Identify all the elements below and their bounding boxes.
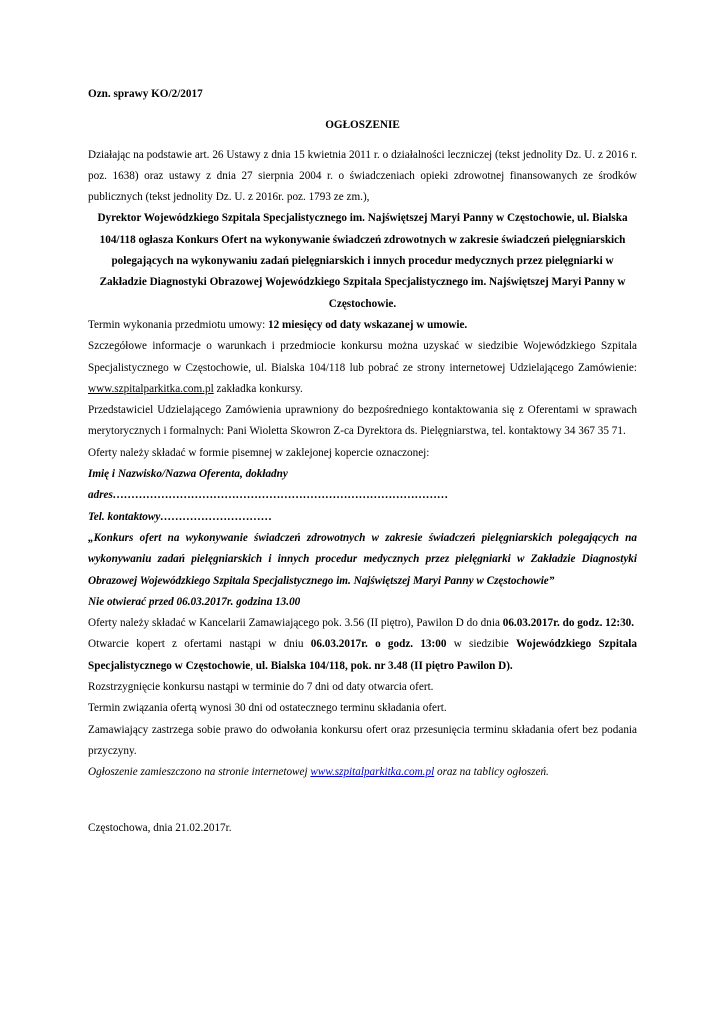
reservation-paragraph: Zamawiający zastrzega sobie prawo do odwołania konkursu ofert oraz przesunięcia terminu składania ofert bez podania przyczyny. [88,723,637,757]
document-title: OGŁOSZENIE [325,119,400,132]
posted-text-2: oraz na tablicy ogłoszeń. [434,766,549,779]
posted-paragraph [88,762,637,783]
resolution-paragraph: Rozstrzygnięcie konkursu nastąpi w terminie do 7 dni od daty otwarcia ofert. [88,681,434,694]
term-label: Termin wykonania przedmiotu umowy: [88,318,266,331]
announcement-paragraph: Dyrektor Wojewódzkiego Szpitala Specjalistycznego im. Najświętszej Maryi Panny w Częstochowie, ul. Bialska 104/118 ogłasza Konkurs Ofert na wykonywanie świadczeń zdrowotnych w zakresie świadczeń pielęgniarskich polegających na wykonywaniu zadań pielęgniarskich i innych procedur medycznych przez pielęgniarki w Zakładzie Diagnostyki Obrazowej Wojewódzkiego Szpitala Specjalistycznego im. Najświętszej Maryi Panny w Częstochowie. [97,212,628,310]
place-date: Częstochowa, dnia 21.02.2017r. [88,821,232,834]
opening-text-2: w siedzibie [446,638,517,651]
term-value: 12 miesięcy od daty wskazanej w umowie. [268,318,468,331]
envelope-name-line: Imię i Nazwisko/Nazwa Oferenta, dokładny adres……………………………………………………………………………… [88,468,449,502]
opening-text-3: , [250,659,256,672]
details-text: Szczegółowe informacje o warunkach i przedmiocie konkursu można uzyskać w siedzibie Wojewódzkiego Szpitala Specjalistycznego w Częstochowie, ul. Bialska 104/118 lub pobrać ze strony internetowej Udzielającego Zamówienie: [88,340,637,374]
offers-intro: Oferty należy składać w formie pisemnej w zaklejonej kopercie oznaczonej: [88,446,430,459]
opening-paragraph [88,634,637,677]
submission-text: Oferty należy składać w Kancelarii Zamawiającego pok. 3.56 (II piętro), Pawilon D do dnia [88,617,500,630]
envelope-title: „Konkurs ofert na wykonywanie świadczeń zdrowotnych w zakresie świadczeń pielęgniarskich polegających na wykonywaniu zadań pielęgniarskich i innych procedur medycznych przez pielęgniarki w Zakładzie Diagnostyki Obrazowej Wojewódzkiego Szpitala Specjalistycznego im. Najświętszej Maryi Panny w Częstochowie” [88,531,637,587]
opening-address: ul. Bialska 104/118, pok. nr 3.48 (II piętro Pawilon D). [255,659,513,672]
binding-paragraph: Termin związania ofertą wynosi 30 dni od ostatecznego terminu składania ofert. [88,702,447,715]
intro-paragraph: Działając na podstawie art. 26 Ustawy z dnia 15 kwietnia 2011 r. o działalności leczniczej (tekst jednolity Dz. U. z 2016 r. poz. 1638) oraz ustawy z dnia 27 sierpnia 2004 r. o świadczeniach opieki zdrowotnej finansowanych ze środków publicznych (tekst jednolity Dz. U. z 2016r. poz. 1793 ze zm.), [88,148,637,204]
posted-text: Ogłoszenie zamieszczono na stronie internetowej [88,766,311,779]
submission-paragraph [88,613,637,634]
contact-paragraph: Przedstawiciel Udzielającego Zamówienia uprawniony do bezpośredniego kontaktowania się z Oferentami w sprawach merytorycznych i formalnych: Pani Wioletta Skowron Z-ca Dyrektora ds. Pielęgniarstwa, tel. kontaktowy 34 367 35 71. [88,404,637,438]
case-number: Ozn. sprawy KO/2/2017 [88,88,203,100]
submission-deadline: 06.03.2017r. do godz. 12:30. [502,617,635,630]
do-not-open-note: Nie otwierać przed 06.03.2017r. godzina 13.00 [88,595,301,608]
envelope-phone-line: Tel. kontaktowy………………………… [88,510,273,523]
details-tab-text: zakładka konkursy. [213,382,303,395]
term-paragraph [88,315,637,336]
details-paragraph [88,336,637,400]
document-page [88,84,637,839]
posted-website-link[interactable]: www.szpitalparkitka.com.pl [310,766,435,779]
details-website-link[interactable]: www.szpitalparkitka.com.pl [88,382,214,395]
opening-date: 06.03.2017r. o godz. 13:00 [310,638,447,651]
opening-place: Wojewódzkiego Szpitala Specjalistycznego w Częstochowie [88,638,637,672]
opening-text: Otwarcie kopert z ofertami nastąpi w dniu [88,638,311,651]
